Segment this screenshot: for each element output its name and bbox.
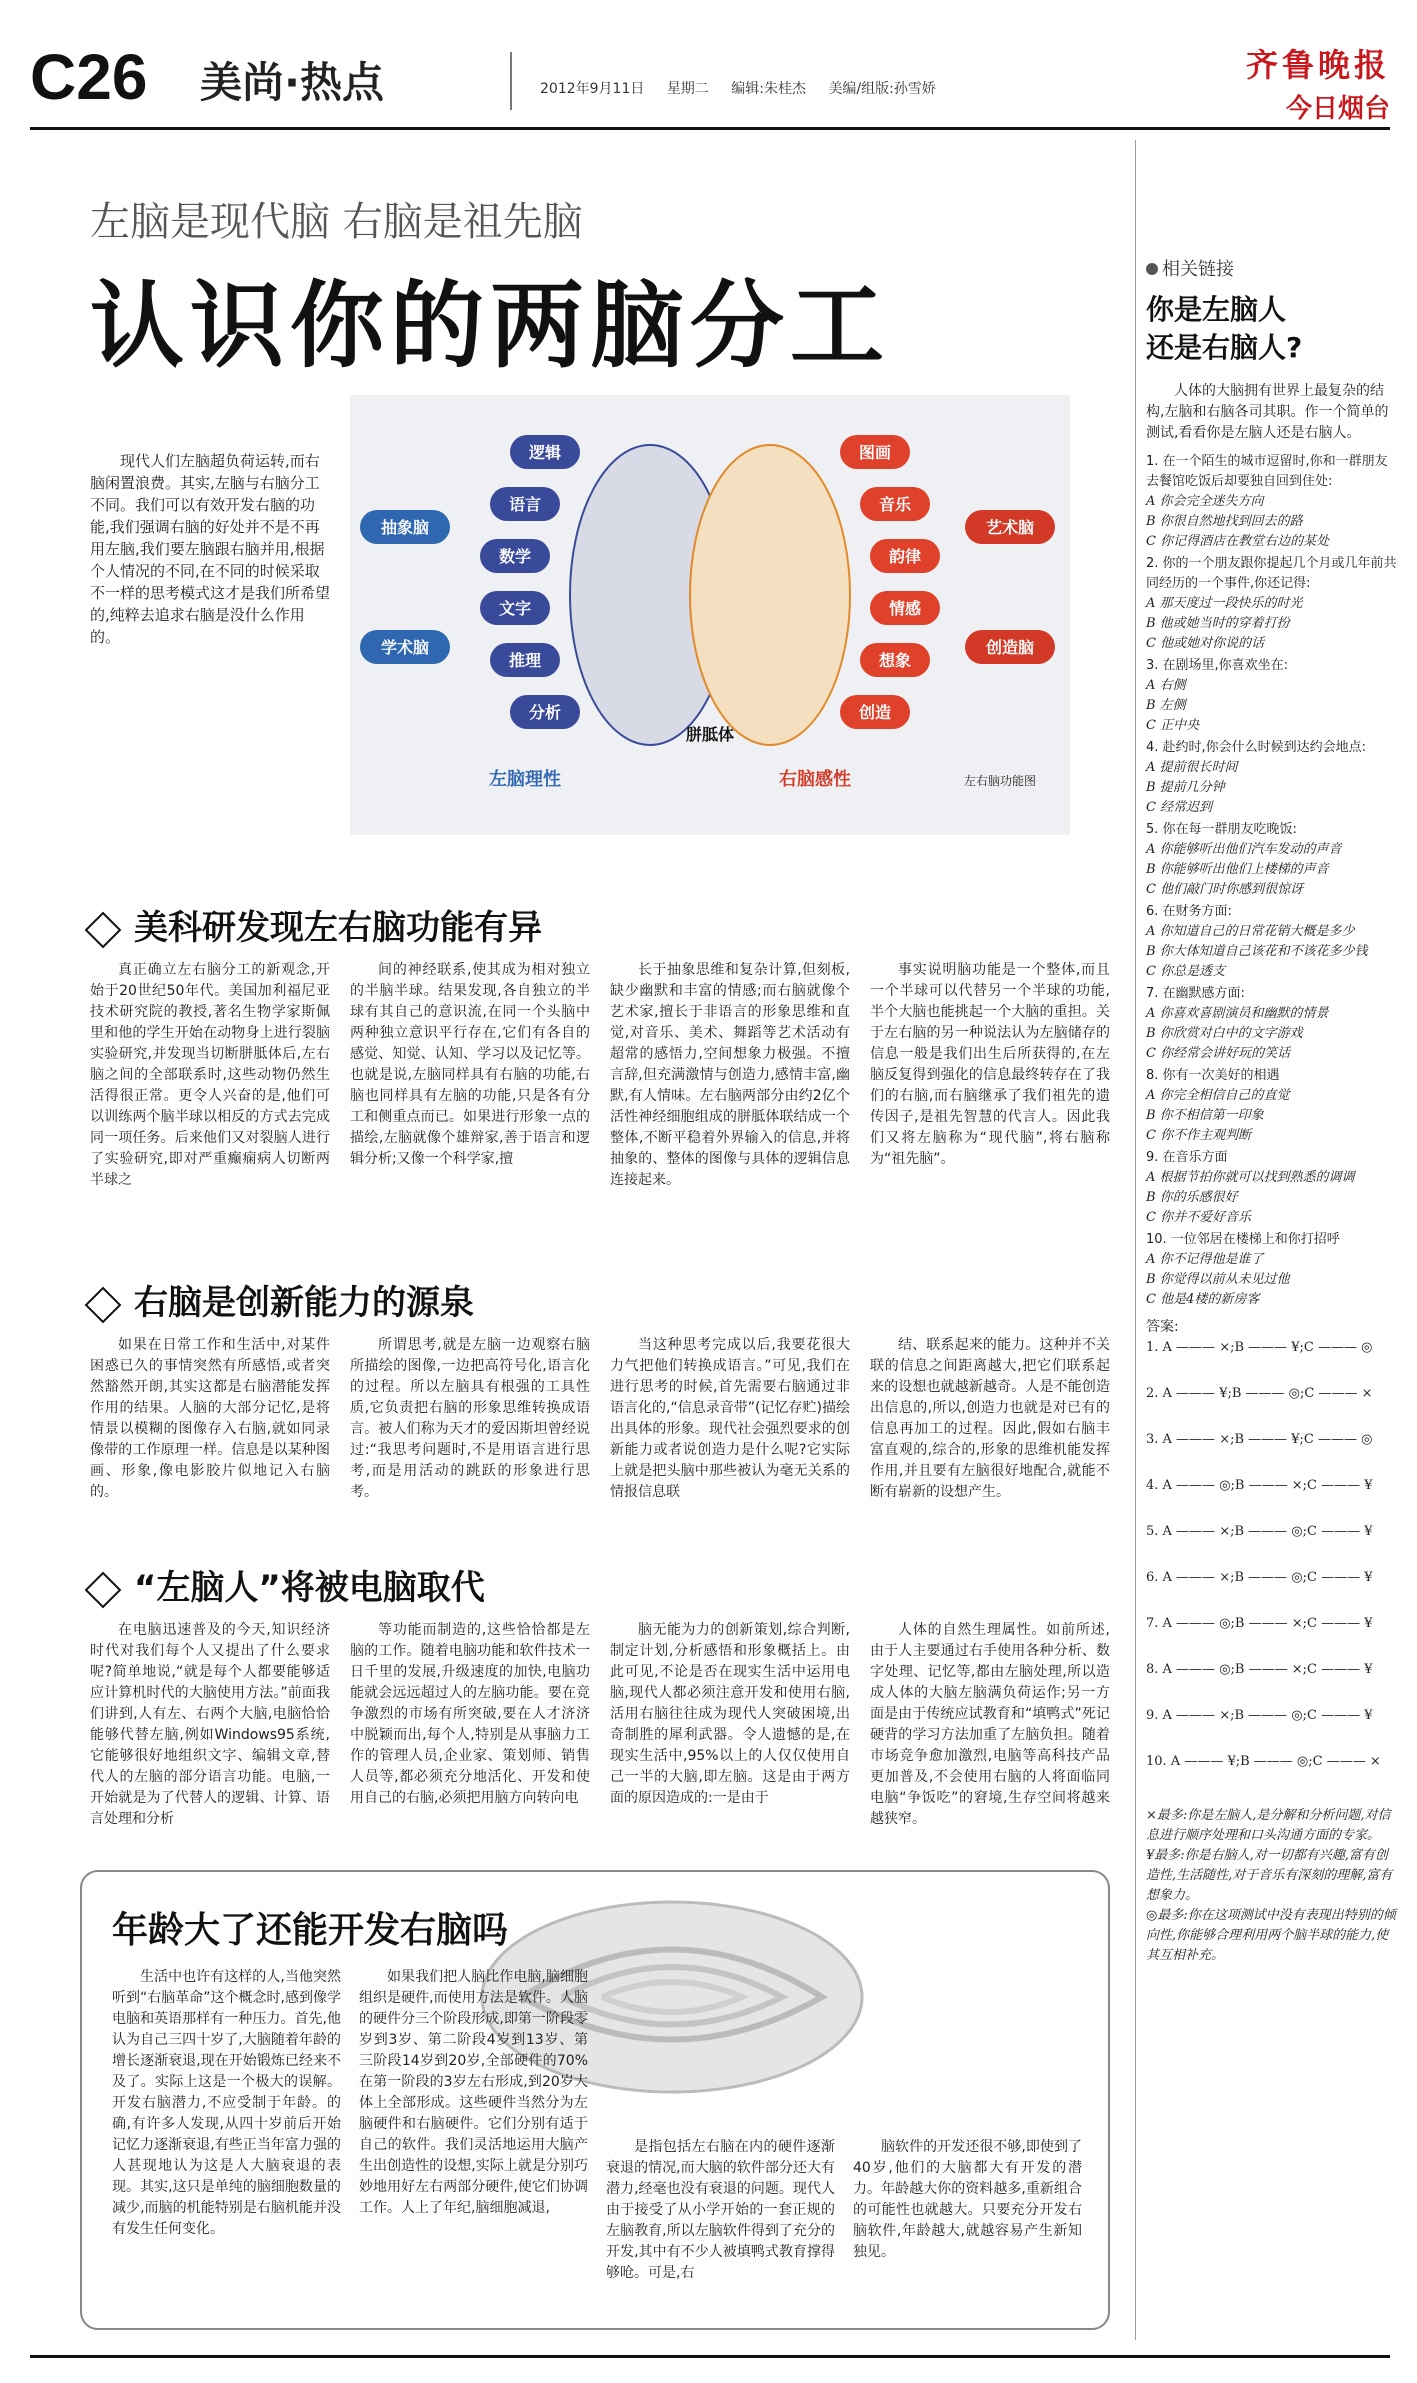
quiz-option: A 你不记得他是谁了 <box>1146 1252 1264 1267</box>
section-body-1 <box>90 960 1110 1250</box>
left-function-label: 语言 <box>508 495 542 514</box>
quiz-results <box>1146 1806 1400 1966</box>
article-headline: 认识你的两脑分工 <box>90 272 891 381</box>
quiz-question: 2. 你的一个朋友跟你提起几个月或几年前共同经历的一个事件,你还记得: <box>1146 556 1397 591</box>
quiz-option: C 你记得酒店在教堂右边的某处 <box>1146 534 1330 549</box>
quiz-option: C 你并不爱好音乐 <box>1146 1210 1252 1225</box>
issue-date: 2012年9月11日 <box>540 81 645 97</box>
newspaper-logo: 齐鲁晚报 <box>1245 46 1390 84</box>
quiz-option: B 你的乐感很好 <box>1146 1190 1238 1205</box>
answer-line: 6. A ——— ×;B ——— ◎;C ——— ¥ <box>1146 1570 1373 1585</box>
right-function-label: 想象 <box>878 651 912 670</box>
quiz-question: 7. 在幽默感方面: <box>1146 986 1245 1001</box>
quiz-question: 3. 在剧场里,你喜欢坐在: <box>1146 658 1289 673</box>
quiz-option: B 你觉得以前从未见过他 <box>1146 1272 1290 1287</box>
section-title: 美科研发现左右脑功能有异 <box>134 908 542 948</box>
answer-line: 8. A ——— ◎;B ——— ×;C ——— ¥ <box>1146 1662 1373 1677</box>
answer-line: 1. A ——— ×;B ——— ¥;C ——— ◎ <box>1146 1340 1373 1355</box>
sidebar-label <box>1146 255 1400 281</box>
quiz-option: A 你能够听出他们汽车发动的声音 <box>1146 842 1342 857</box>
answer-line: 4. A ——— ◎;B ——— ×;C ——— ¥ <box>1146 1478 1373 1493</box>
section-heading-2 <box>90 1275 474 1324</box>
figure-caption: 左右脑功能图 <box>963 774 1037 788</box>
right-brain-caption: 右脑感性 <box>779 769 851 790</box>
bullet-icon <box>1146 263 1158 275</box>
text-column: 等功能而制造的,这些恰恰都是左脑的工作。随着电脑功能和软件技术一日千里的发展,升级速度的加快,电脑功能就会远远超过人的左脑功能。要在竞争激烈的市场有所突破,要在人才济济中脱颖而出,每个人,特别是从事脑力工作的管理人员,企业家、策划师、销售人员等,都必须充分地活化、开发和使用自己的右脑,必须把用脑方向转向电 <box>350 1622 590 1806</box>
quiz-option: C 你经常会讲好玩的笑话 <box>1146 1046 1291 1061</box>
quiz-option: A 根据节拍你就可以找到熟悉的调调 <box>1146 1170 1355 1185</box>
article-lede: 现代人们左脑超负荷运转,而右脑闲置浪费。其实,左脑与右脑分工不同。我们可以有效开发右脑的功能,我们强调右脑的好处并不是不再用左脑,我们要左脑跟右脑并用,根据个人情况的不同,在不同的时候采取不一样的思考模式这才是我们所希望的,纯粹去追求右脑是没什么作用的。 <box>90 452 331 646</box>
left-function-label: 分析 <box>528 703 562 722</box>
text-column: 所谓思考,就是左脑一边观察右脑所描绘的图像,一边把高符号化,语言化的过程。所以左脑具有根强的工具性质,它负责把右脑的形象思维转换成语言。被人们称为天才的爱因斯坦曾经说过:“我思考问题时,不是用语言进行思考,而是用活动的跳跃的形象进行思考。 <box>350 1337 590 1500</box>
text-column: 人体的自然生理属性。如前所述,由于人主要通过右手使用各种分析、数字处理、记忆等,都由左脑处理,所以造成人体的大脑左脑满负荷运作;另一方面是由于传统应试教育和“填鸭式”死记硬背的学习方法加重了左脑负担。随着市场竞争愈加激烈,电脑等高科技产品更加普及,不会使用右脑的人将面临同电脑“争饭吃”的窘境,生存空间将越来越狭窄。 <box>870 1622 1110 1827</box>
sidebar <box>1135 140 1400 2340</box>
masthead-divider <box>510 52 512 110</box>
main-column <box>50 140 1125 2340</box>
quiz-question: 10. 一位邻居在楼梯上和你打招呼 <box>1146 1232 1340 1247</box>
quiz-option: A 你喜欢喜剧演员和幽默的情景 <box>1146 1006 1329 1021</box>
left-group-label: 学术脑 <box>380 638 430 657</box>
quiz-option: C 你总是透支 <box>1146 964 1226 979</box>
quiz-option: C 他是4楼的新房客 <box>1146 1292 1260 1307</box>
text-column: 当这种思考完成以后,我要花很大力气把他们转换成语言。”可见,我们在进行思考的时候,首先需要右脑通过非语言化的,“信息录音带”(记忆存贮)描绘出具体的形象。现代社会强烈要求的创新能力或者说创造力是什么呢?它实际上就是把头脑中那些被认为毫无关系的情报信息联 <box>610 1337 850 1500</box>
section-heading-1 <box>90 900 542 949</box>
page-number: C26 <box>30 41 148 113</box>
brain-diagram-svg <box>350 395 1070 835</box>
text-column: 在电脑迅速普及的今天,知识经济时代对我们每个人又提出了什么要求呢?简单地说,“就是每个人都要能够适应计算机时代的大脑使用方法。”前面我们讲到,人有左、右两个大脑,电脑恰恰能够代替左脑,例如Windows95系统,它能够很好地组织文字、编辑文章,替代人的左脑的部分语言功能。电脑,一开始就是为了代替人的逻辑、计算、语言处理和分析 <box>90 1622 330 1827</box>
section-name: 美尚·热点 <box>200 58 384 107</box>
sidebar-title <box>1146 291 1400 367</box>
feature-title: 年龄大了还能开发右脑吗 <box>112 1910 509 1951</box>
feature-box <box>80 1870 1110 2330</box>
section-title: “左脑人”将被电脑取代 <box>134 1568 485 1608</box>
left-brain-caption: 左脑理性 <box>489 769 561 790</box>
text-column: 脑无能为力的创新策划,综合判断,制定计划,分析感悟和形象概括上。由此可见,不论是否在现实生活中运用电脑,现代人都必须注意开发和使用右脑,活用右脑往往成为现代人突破困境,出奇制胜的犀利武器。令人遗憾的是,在现实生活中,95%以上的人仅仅使用自己一半的大脑,即左脑。这是由于两方面的原因造成的:一是由于 <box>610 1622 850 1806</box>
result-line: ¥最多:你是右脑人,对一切都有兴趣,富有创造性,生活随性,对于音乐有深刻的理解,富有想象力。 <box>1146 1848 1393 1903</box>
left-function-label: 数学 <box>498 547 532 566</box>
text-column: 结、联系起来的能力。这种并不关联的信息之间距离越大,把它们联系起来的设想也就越新越奇。人是不能创造出信息的,所以,创造力也就是对已有的信息再加工的过程。因此,假如右脑丰富直观的,综合的,形象的思维机能发挥作用,并且要有左脑很好地配合,就能不断有崭新的设想产生。 <box>870 1337 1110 1500</box>
result-line: ◎最多:你在这项测试中没有表现出特别的倾向性,你能够合理利用两个脑半球的能力,使其互相补充。 <box>1146 1908 1396 1963</box>
right-function-label: 创造 <box>858 703 892 722</box>
quiz-option: B 你很自然地找到回去的路 <box>1146 514 1303 529</box>
quiz-option: B 你大体知道自己该花和不该花多少钱 <box>1146 944 1368 959</box>
section-body-3 <box>90 1620 1110 1860</box>
bottom-rule <box>30 2355 1390 2358</box>
edition-name: 今日烟台 <box>1285 94 1390 124</box>
issue-weekday: 星期二 <box>666 81 709 97</box>
quiz-question: 9. 在音乐方面 <box>1146 1150 1228 1165</box>
quiz-option: C 你不作主观判断 <box>1146 1128 1252 1143</box>
answer-line: 3. A ——— ×;B ——— ¥;C ——— ◎ <box>1146 1432 1373 1447</box>
quiz-question: 1. 在一个陌生的城市逗留时,你和一群朋友去餐馆吃饭后却要独自回到住处: <box>1146 454 1388 489</box>
left-function-label: 文字 <box>498 599 532 618</box>
quiz-option: B 他或她当时的穿着打扮 <box>1146 616 1290 631</box>
quiz-option: C 他们敲门时你感到很惊讶 <box>1146 882 1304 897</box>
text-column: 生活中也许有这样的人,当他突然听到“右脑革命”这个概念时,感到像学电脑和英语那样有一种压力。首先,他认为自己三四十岁了,大脑随着年龄的增长逐渐衰退,现在开始锻炼已经来不及了。实际上这是一个极大的误解。开发右脑潜力,不应受制于年龄。的确,有许多人发现,从四十岁前后开始记忆力逐渐衰退,有些正当年富力强的人甚现地认为这是人大脑衰退的表现。其实,这只是单纯的脑细胞数量的减少,而脑的机能特别是右脑机能并没有发生任何变化。 <box>112 1969 341 2237</box>
diamond-icon <box>85 1571 122 1608</box>
right-function-label: 音乐 <box>878 495 912 514</box>
text-column: 真正确立左右脑分工的新观念,开始于20世纪50年代。美国加利福尼亚技术研究院的教授,著名生物学家斯佩里和他的学生开始在动物身上进行裂脑实验研究,并发现当切断胼胝体后,左右脑之间的全部联系时,这些动物仍然生活得很正常。更令人兴奋的是,他们可以训练两个脑半球以相反的方式去完成同一项任务。后来他们又对裂脑人进行了实验研究,即对严重癫痫病人切断两半球之 <box>90 962 330 1188</box>
sidebar-title-line: 你是左脑人 <box>1146 293 1287 326</box>
answer-key <box>1146 1338 1400 1798</box>
feature-body <box>112 1967 1082 2317</box>
sidebar-label-text: 相关链接 <box>1162 259 1234 280</box>
text-column: 事实说明脑功能是一个整体,而且一个半球可以代替另一个半球的功能,半个大脑也能挑起一个大脑的重担。关于左右脑的另一种说法认为左脑储存的信息一般是我们出生后所获得的,在左脑反复得到强化的信息最终转存在了我们的右脑,而右脑继承了我们祖先的遗传因子,是祖先智慧的代言人。因此我们又将左脑称为“现代脑”,将右脑称为“祖先脑”。 <box>870 962 1110 1167</box>
corpus-callosum-label: 胼胝体 <box>685 725 735 744</box>
quiz-option: A 提前很长时间 <box>1146 760 1238 775</box>
editor-credit: 编辑:朱桂杰 <box>731 81 806 97</box>
quiz-option: C 正中央 <box>1146 718 1200 733</box>
quiz-option: A 你会完全迷失方向 <box>1146 494 1264 509</box>
right-group-label: 艺术脑 <box>985 518 1035 537</box>
section-title: 右脑是创新能力的源泉 <box>134 1283 474 1323</box>
right-function-label: 情感 <box>888 599 922 618</box>
quiz-option: B 你能够听出他们上楼梯的声音 <box>1146 862 1329 877</box>
quiz-option: B 左侧 <box>1146 698 1186 713</box>
quiz-question: 6. 在财务方面: <box>1146 904 1232 919</box>
diamond-icon <box>85 1286 122 1323</box>
quiz-option: B 你不相信第一印象 <box>1146 1108 1264 1123</box>
quiz-option: B 提前几分钟 <box>1146 780 1225 795</box>
section-heading-3 <box>90 1560 485 1609</box>
text-column: 间的神经联系,使其成为相对独立的半脑半球。结果发现,各自独立的半球有其自己的意识流,在同一个头脑中两种独立意识平行存在,它们有各自的感觉、知觉、认知、学习以及记忆等。也就是说,左脑同样具有右脑的功能,右脑也同样具有左脑的功能,只是各有分工和侧重点而已。如果进行形象一点的描绘,左脑就像个雄辩家,善于语言和逻辑分析;又像一个科学家,擅 <box>350 962 590 1167</box>
quiz-question: 4. 赴约时,你会什么时候到达约会地点: <box>1146 740 1367 755</box>
quiz-option: C 他或她对你说的话 <box>1146 636 1265 651</box>
designer-credit: 美编/组版:孙雪娇 <box>828 81 936 97</box>
brain-function-diagram <box>350 395 1070 835</box>
article-subhead: 左脑是现代脑 右脑是祖先脑 <box>90 199 583 245</box>
quiz-option: A 那天度过一段快乐的时光 <box>1146 596 1303 611</box>
sidebar-title-line: 还是右脑人? <box>1146 331 1303 364</box>
right-function-label: 韵律 <box>888 547 922 566</box>
masthead-meta <box>540 78 954 98</box>
quiz-option: A 右侧 <box>1146 678 1186 693</box>
sidebar-intro: 人体的大脑拥有世界上最复杂的结构,左脑和右脑各司其职。作一个简单的测试,看看你是左脑人还是右脑人。 <box>1146 383 1389 441</box>
answer-line: 7. A ——— ◎;B ——— ×;C ——— ¥ <box>1146 1616 1373 1631</box>
left-function-label: 逻辑 <box>528 443 562 462</box>
quiz-option: C 经常迟到 <box>1146 800 1213 815</box>
right-function-label: 图画 <box>858 443 892 462</box>
answer-line: 2. A ——— ¥;B ——— ◎;C ——— × <box>1146 1386 1373 1401</box>
answers-label: 答案: <box>1146 1319 1179 1335</box>
right-group-label: 创造脑 <box>985 638 1035 657</box>
text-column: 如果在日常工作和生活中,对某件困惑已久的事情突然有所感悟,或者突然豁然开朗,其实这都是右脑潜能发挥作用的结果。人脑的大部分记忆,是将情景以模糊的图像存入右脑,就如同录像带的工作原理一样。信息是以某种图画、形象,像电影胶片似地记入右脑的。 <box>90 1337 330 1500</box>
result-line: ×最多:你是左脑人,是分解和分析问题,对信息进行顺序处理和口头沟通方面的专家。 <box>1146 1808 1391 1843</box>
quiz-question: 8. 你有一次美好的相遇 <box>1146 1068 1280 1083</box>
text-column: 是指包括左右脑在内的硬件逐渐衰退的情况,而大脑的软件部分还大有潜力,经毫也没有衰退的问题。现代人由于接受了从小学开始的一套正规的左脑教育,所以左脑软件得到了充分的开发,其中有不少人被填鸭式教育撑得够呛。可是,右 <box>606 2139 835 2281</box>
diamond-icon <box>85 911 122 948</box>
right-hemisphere <box>690 445 850 745</box>
text-column: 脑软件的开发还很不够,即使到了40岁,他们的大脑都大有开发的潜力。年龄越大你的资料越多,重新组合的可能性也就越大。只要充分开发右脑软件,年龄越大,就越容易产生新知独见。 <box>853 2139 1082 2260</box>
quiz-option: A 你知道自己的日常花销大概是多少 <box>1146 924 1355 939</box>
quiz <box>1146 452 1400 1310</box>
text-column: 如果我们把人脑比作电脑,脑细胞组织是硬件,而使用方法是软件。人脑的硬件分三个阶段形成,即第一阶段零岁到3岁、第二阶段4岁到13岁、第三阶段14岁到20岁,全部硬件的70%在第一阶段的3岁左右形成,到20岁大体上全部形成。这些硬件当然分为左脑硬件和右脑硬件。它们分别有适于自己的软件。我们灵活地运用大脑产生出创造性的设想,实际上就是分别巧妙地用好左右两部分硬件,使它们协调工作。人上了年纪,脑细胞减退, <box>359 1969 588 2216</box>
quiz-question: 5. 你在每一群朋友吃晚饭: <box>1146 822 1297 837</box>
answer-line: 9. A ——— ×;B ——— ◎;C ——— ¥ <box>1146 1708 1373 1723</box>
quiz-option: B 你欣赏对白中的文字游戏 <box>1146 1026 1303 1041</box>
text-column: 长于抽象思维和复杂计算,但刻板,缺少幽默和丰富的情感;而右脑就像个艺术家,擅长于非语言的形象思维和直觉,对音乐、美术、舞蹈等艺术活动有超常的感悟力,空间想象力极强。不擅言辞,但充满激情与创造力,感情丰富,幽默,有人情味。左右脑两部分由约2亿个活性神经细胞组成的胼胝体联结成一个整体,不断平稳着外界输入的信息,并将抽象的、整体的图像与具体的逻辑信息连接起来。 <box>610 962 850 1188</box>
quiz-option: A 你完全相信自己的直觉 <box>1146 1088 1290 1103</box>
left-function-label: 推理 <box>508 651 542 670</box>
answer-line: 5. A ——— ×;B ——— ◎;C ——— ¥ <box>1146 1524 1373 1539</box>
answer-line: 10. A ——— ¥;B ——— ◎;C ——— × <box>1146 1754 1381 1769</box>
masthead <box>30 30 1390 130</box>
left-group-label: 抽象脑 <box>380 518 430 537</box>
